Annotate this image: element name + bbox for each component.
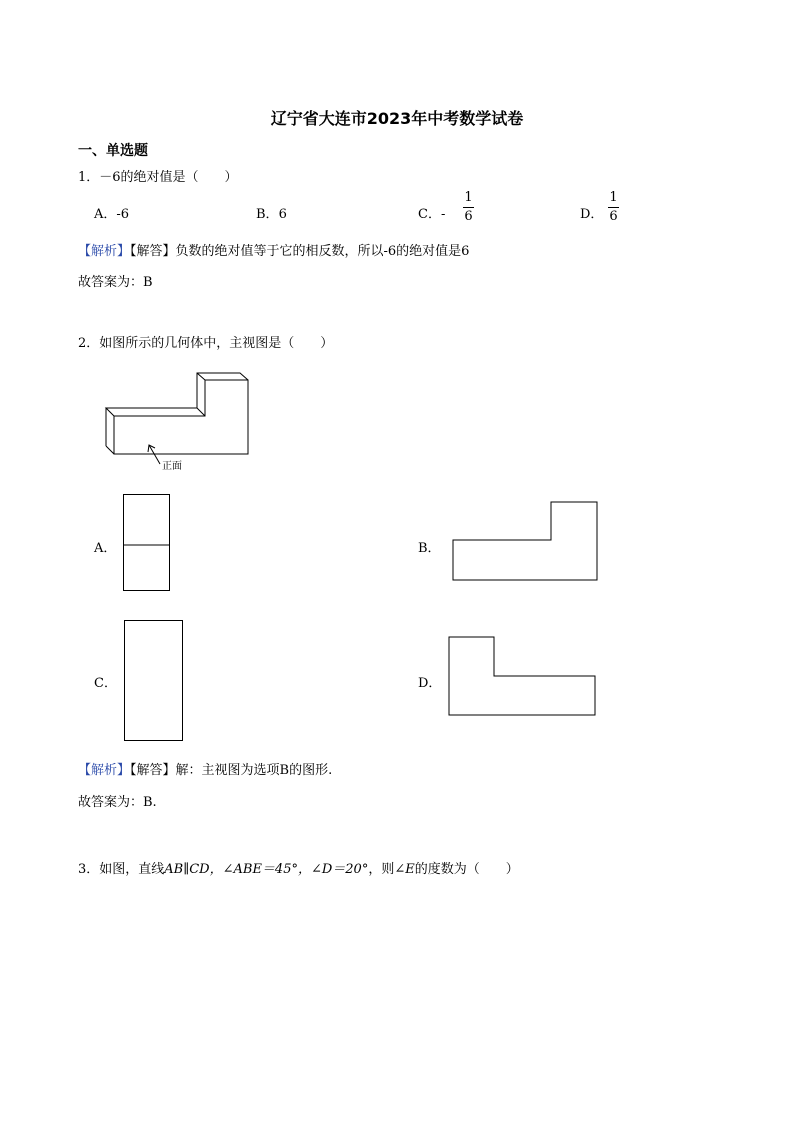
q2-analysis-text: 【解答】解：主视图为选项B的图形. — [130, 763, 333, 778]
q1-stem: 1．－6的绝对值是（ ） — [78, 170, 238, 185]
q2-option-d-figure[interactable] — [448, 636, 598, 718]
q1-option-c-sign: - — [440, 207, 446, 222]
bottom-depth-edge — [106, 446, 114, 454]
q1-option-c[interactable] — [418, 203, 445, 222]
q2-stem: 2．如图所示的几何体中，主视图是（ ） — [78, 336, 334, 351]
analysis-tag[interactable]: 【解析】 — [78, 244, 131, 259]
q2-option-a-label[interactable]: A． — [94, 541, 117, 556]
q1-option-a-label: A． — [94, 207, 117, 222]
q1-option-d-label: D． — [580, 207, 604, 222]
q2-option-d-label[interactable]: D． — [418, 676, 442, 691]
q1-option-a-value: -6 — [116, 207, 130, 222]
q2-option-b-label[interactable]: B． — [418, 541, 441, 556]
q1-analysis-text: 【解答】负数的绝对值等于它的相反数，所以-6的绝对值是6 — [130, 244, 470, 259]
q1-option-d[interactable] — [580, 203, 603, 222]
q2-front-label: 正面 — [162, 461, 182, 472]
q2-option-b-figure[interactable] — [452, 501, 600, 583]
q2-option-a-figure[interactable] — [123, 494, 171, 592]
q3-mid: ，则 — [368, 862, 395, 877]
q1-option-d-numerator: 1 — [609, 190, 618, 205]
q1-option-c-label: C． — [418, 207, 441, 222]
q1-option-b-label: B． — [256, 207, 279, 222]
analysis-tag[interactable]: 【解析】 — [78, 763, 131, 778]
q1-option-d-denominator: 6 — [609, 209, 618, 224]
q3-angle-e: ∠E — [394, 862, 415, 877]
q3-stem — [78, 858, 519, 877]
q3-prefix: 3．如图，直线 — [78, 862, 165, 877]
top-edges — [106, 373, 248, 416]
q1-option-b-value: 6 — [278, 207, 287, 222]
q3-parallel-condition: AB∥CD — [164, 862, 210, 877]
step-depth-edge — [197, 408, 205, 416]
fraction-bar — [608, 207, 619, 208]
q2-answer: 故答案为：B. — [78, 795, 157, 810]
q1-option-c-denominator: 6 — [464, 209, 473, 224]
q1-option-a[interactable] — [94, 203, 129, 222]
q1-option-d-fraction — [608, 190, 619, 225]
q2-analysis — [78, 759, 332, 778]
section-heading: 一、单选题 — [78, 143, 148, 159]
q1-option-b[interactable] — [256, 203, 287, 222]
page-title: 辽宁省大连市2023年中考数学试卷 — [270, 109, 524, 128]
q2-option-c-label[interactable]: C． — [94, 676, 117, 691]
q1-option-c-numerator: 1 — [464, 190, 473, 205]
q2-option-c-figure[interactable] — [123, 619, 185, 743]
q3-angle-conditions: ，∠ABE＝45°，∠D＝20° — [209, 862, 369, 877]
q3-suffix: 的度数为（ ） — [414, 862, 519, 877]
q1-answer: 故答案为：B — [78, 275, 153, 290]
top-depth-edge — [197, 373, 205, 380]
q1-analysis — [78, 240, 469, 259]
front-face — [114, 380, 248, 454]
fraction-bar — [463, 207, 474, 208]
q1-option-c-fraction — [463, 190, 474, 225]
